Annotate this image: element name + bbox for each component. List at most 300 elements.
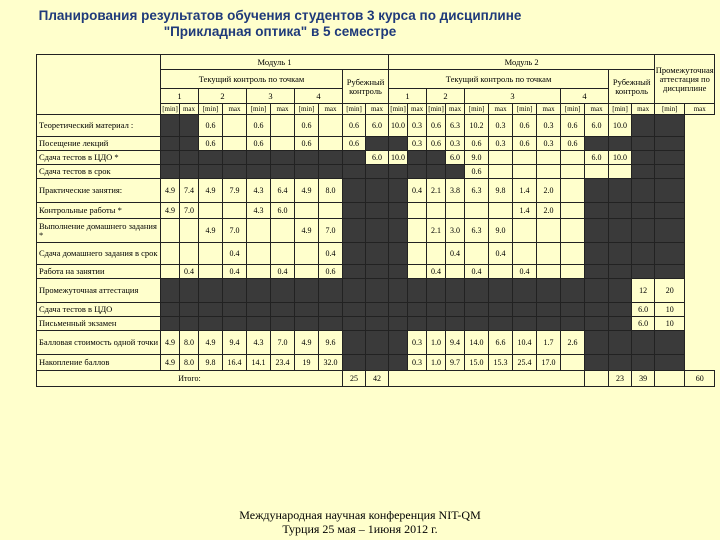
table-row (37, 355, 715, 371)
score-cell (199, 279, 223, 303)
score-cell (389, 179, 408, 203)
score-cell: 9.0 (465, 151, 489, 165)
score-cell: 7.9 (223, 179, 247, 203)
score-cell: 4.9 (295, 331, 319, 355)
table-row (37, 137, 715, 151)
score-cell (180, 317, 199, 331)
score-cell (389, 137, 408, 151)
m1-current-control-header: Текущий контроль по точкам (161, 70, 343, 89)
table-row (37, 331, 715, 355)
header-corner (37, 55, 161, 115)
score-cell (271, 279, 295, 303)
score-cell: 0.4 (446, 243, 465, 265)
score-cell (271, 219, 295, 243)
score-cell (223, 303, 247, 317)
score-cell (489, 303, 513, 317)
score-cell (247, 265, 271, 279)
min-header-cell: [min] (561, 104, 585, 115)
score-cell: 10.0 (609, 115, 632, 137)
score-cell: 0.3 (408, 115, 427, 137)
m1-point-3: 3 (247, 89, 295, 104)
score-cell (537, 219, 561, 243)
score-cell (223, 317, 247, 331)
score-cell (343, 279, 366, 303)
score-cell (427, 165, 446, 179)
score-cell (632, 331, 655, 355)
score-cell (319, 279, 343, 303)
row-label: Накопление баллов (37, 355, 161, 371)
score-cell: 14.1 (247, 355, 271, 371)
score-cell (271, 151, 295, 165)
score-cell (247, 151, 271, 165)
score-cell: 4.9 (295, 179, 319, 203)
score-cell (295, 279, 319, 303)
score-cell (489, 165, 513, 179)
score-cell (343, 265, 366, 279)
score-cell (366, 243, 389, 265)
score-cell (561, 303, 585, 317)
score-cell: 9.4 (446, 331, 465, 355)
row-label: Балловая стоимость одной точки (37, 331, 161, 355)
score-cell (366, 331, 389, 355)
score-cell (389, 279, 408, 303)
score-cell (609, 137, 632, 151)
score-cell (489, 203, 513, 219)
score-cell (632, 165, 655, 179)
score-cell (180, 279, 199, 303)
score-cell: 0.6 (295, 137, 319, 151)
score-cell (655, 165, 685, 179)
score-cell: 6.4 (271, 179, 295, 203)
max-header-cell: max (446, 104, 465, 115)
score-cell: 0.6 (343, 137, 366, 151)
total-value: 42 (366, 371, 389, 387)
score-cell: 0.6 (427, 115, 446, 137)
row-label: Сдача домашнего задания в срок (37, 243, 161, 265)
score-cell: 2.0 (537, 179, 561, 203)
score-cell: 10.2 (465, 115, 489, 137)
score-cell: 0.6 (247, 115, 271, 137)
max-header-cell: max (537, 104, 561, 115)
score-cell: 6.0 (632, 317, 655, 331)
min-header-cell: [min] (199, 104, 223, 115)
row-label: Контрольные работы * (37, 203, 161, 219)
total-empty-cell (655, 371, 685, 387)
max-header-cell: max (366, 104, 389, 115)
score-cell (561, 151, 585, 165)
score-cell: 0.4 (319, 243, 343, 265)
score-cell (655, 151, 685, 165)
score-cell (408, 265, 427, 279)
score-cell (271, 243, 295, 265)
score-cell (343, 355, 366, 371)
score-cell (319, 137, 343, 151)
score-cell: 4.3 (247, 179, 271, 203)
score-cell: 4.9 (161, 179, 180, 203)
score-cell (295, 265, 319, 279)
score-cell (513, 317, 537, 331)
score-cell (561, 219, 585, 243)
score-cell (427, 279, 446, 303)
score-cell (389, 165, 408, 179)
max-header-cell: max (271, 104, 295, 115)
score-cell (389, 303, 408, 317)
score-cell (223, 115, 247, 137)
score-cell: 4.9 (199, 219, 223, 243)
score-cell (161, 137, 180, 151)
score-cell (199, 203, 223, 219)
score-cell (561, 243, 585, 265)
score-cell: 3.8 (446, 179, 465, 203)
score-cell: 0.4 (180, 265, 199, 279)
score-cell: 9.0 (489, 219, 513, 243)
score-cell (295, 243, 319, 265)
score-cell (295, 203, 319, 219)
score-cell: 2.1 (427, 179, 446, 203)
score-cell (343, 303, 366, 317)
score-cell (247, 243, 271, 265)
row-label: Промежуточная аттестация (37, 279, 161, 303)
min-header-cell: [min] (609, 104, 632, 115)
score-cell: 1.4 (513, 179, 537, 203)
score-cell: 0.3 (408, 355, 427, 371)
score-cell: 20 (655, 279, 685, 303)
title-line-2: "Прикладная оптика" в 5 семестре (163, 24, 397, 39)
score-cell: 0.4 (223, 265, 247, 279)
total-empty-cell (585, 371, 609, 387)
min-header-cell: [min] (655, 104, 685, 115)
row-label: Письменный экзамен (37, 317, 161, 331)
table-row (37, 317, 715, 331)
score-cell (609, 331, 632, 355)
score-cell (366, 265, 389, 279)
row-label: Работа на занятии (37, 265, 161, 279)
score-cell: 0.6 (561, 115, 585, 137)
score-cell (180, 115, 199, 137)
score-cell (513, 279, 537, 303)
score-cell: 0.6 (465, 137, 489, 151)
score-cell (295, 317, 319, 331)
score-cell (295, 165, 319, 179)
score-cell (655, 243, 685, 265)
score-cell (247, 303, 271, 317)
score-cell (537, 317, 561, 331)
score-cell (465, 243, 489, 265)
score-cell: 10 (655, 317, 685, 331)
footer-line-2: Турция 25 мая – 1июня 2012 г. (282, 522, 438, 536)
m2-point-4: 4 (561, 89, 609, 104)
score-cell: 14.0 (465, 331, 489, 355)
score-cell (537, 265, 561, 279)
score-cell: 7.4 (180, 179, 199, 203)
score-cell (632, 115, 655, 137)
score-cell (561, 355, 585, 371)
score-cell: 9.6 (319, 331, 343, 355)
score-cell (180, 151, 199, 165)
score-cell (489, 151, 513, 165)
score-cell: 19 (295, 355, 319, 371)
slide-title (0, 8, 560, 40)
score-cell (271, 317, 295, 331)
score-cell (585, 303, 609, 317)
score-cell: 2.0 (537, 203, 561, 219)
score-cell (465, 279, 489, 303)
row-label: Посещение лекций (37, 137, 161, 151)
score-cell (319, 203, 343, 219)
score-cell (655, 219, 685, 243)
m2-milestone-control-header: Рубежный контроль (609, 70, 655, 104)
score-cell (161, 317, 180, 331)
score-cell: 0.3 (408, 331, 427, 355)
score-cell (247, 219, 271, 243)
score-cell (585, 137, 609, 151)
min-header-cell: [min] (343, 104, 366, 115)
total-value: 39 (632, 371, 655, 387)
score-cell (366, 303, 389, 317)
score-cell: 10.0 (389, 115, 408, 137)
score-cell: 10.0 (609, 151, 632, 165)
score-cell (199, 317, 223, 331)
score-cell (223, 165, 247, 179)
score-cell: 7.0 (180, 203, 199, 219)
score-cell (489, 265, 513, 279)
table-row (37, 303, 715, 317)
table-row (37, 243, 715, 265)
score-cell (609, 279, 632, 303)
score-cell (632, 355, 655, 371)
m2-current-control-header: Текущий контроль по точкам (389, 70, 609, 89)
score-cell (585, 355, 609, 371)
score-cell (609, 265, 632, 279)
score-cell (389, 219, 408, 243)
score-cell: 4.9 (199, 331, 223, 355)
score-cell (319, 165, 343, 179)
score-cell: 0.4 (271, 265, 295, 279)
score-cell (585, 279, 609, 303)
score-cell: 6.3 (465, 179, 489, 203)
score-cell: 7.0 (319, 219, 343, 243)
title-line-1: Планирования результатов обучения студентов 3 курса по дисциплине (38, 8, 522, 23)
score-cell: 6.6 (489, 331, 513, 355)
score-cell (223, 137, 247, 151)
score-cell: 2.1 (427, 219, 446, 243)
score-cell (655, 115, 685, 137)
score-cell: 4.9 (161, 355, 180, 371)
score-cell (609, 355, 632, 371)
table-row (37, 165, 715, 179)
score-cell (489, 279, 513, 303)
row-label: Теоретический материал : (37, 115, 161, 137)
score-cell (655, 179, 685, 203)
score-cell (427, 203, 446, 219)
score-cell: 0.6 (465, 165, 489, 179)
score-cell (561, 279, 585, 303)
score-cell (513, 303, 537, 317)
table-row (37, 179, 715, 203)
row-label: Сдача тестов в срок (37, 165, 161, 179)
score-cell (389, 243, 408, 265)
score-cell (465, 303, 489, 317)
m1-milestone-control-header: Рубежный контроль (343, 70, 389, 104)
min-header-cell: [min] (247, 104, 271, 115)
score-cell (161, 279, 180, 303)
score-cell (408, 243, 427, 265)
score-cell: 1.7 (537, 331, 561, 355)
score-cell: 4.9 (199, 179, 223, 203)
score-cell (161, 303, 180, 317)
score-cell (446, 303, 465, 317)
score-cell (366, 165, 389, 179)
max-header-cell: max (180, 104, 199, 115)
table-row (37, 203, 715, 219)
m1-point-4: 4 (295, 89, 343, 104)
score-cell (609, 219, 632, 243)
score-cell (585, 203, 609, 219)
score-cell (513, 165, 537, 179)
score-cell (427, 243, 446, 265)
score-cell (609, 165, 632, 179)
score-cell: 16.4 (223, 355, 247, 371)
results-plan-table (36, 54, 715, 387)
score-cell (319, 317, 343, 331)
score-cell (343, 165, 366, 179)
score-cell (446, 265, 465, 279)
score-cell: 6.0 (585, 115, 609, 137)
score-cell (161, 265, 180, 279)
score-cell: 3.0 (446, 219, 465, 243)
score-cell: 17.0 (537, 355, 561, 371)
min-header-cell: [min] (465, 104, 489, 115)
score-cell (343, 151, 366, 165)
score-cell (180, 137, 199, 151)
score-cell: 0.3 (537, 115, 561, 137)
score-cell (408, 317, 427, 331)
score-cell (319, 151, 343, 165)
score-cell (489, 317, 513, 331)
score-cell (161, 115, 180, 137)
score-cell (465, 317, 489, 331)
table-row (37, 151, 715, 165)
score-cell: 0.4 (489, 243, 513, 265)
score-cell (632, 137, 655, 151)
min-header-cell: [min] (513, 104, 537, 115)
score-cell (161, 165, 180, 179)
score-cell: 9.8 (489, 179, 513, 203)
score-cell: 10.0 (389, 151, 408, 165)
score-cell: 32.0 (319, 355, 343, 371)
score-cell: 8.0 (319, 179, 343, 203)
score-cell: 6.3 (446, 115, 465, 137)
max-header-cell: max (632, 104, 655, 115)
score-cell (180, 165, 199, 179)
score-cell (271, 303, 295, 317)
score-cell (408, 219, 427, 243)
score-cell (343, 219, 366, 243)
score-cell (408, 165, 427, 179)
score-cell (295, 151, 319, 165)
score-cell (343, 243, 366, 265)
score-cell (389, 317, 408, 331)
score-cell (585, 331, 609, 355)
score-cell: 10.4 (513, 331, 537, 355)
score-cell: 6.0 (366, 115, 389, 137)
score-cell: 4.9 (161, 331, 180, 355)
score-cell (537, 165, 561, 179)
row-label: Практические занятия: (37, 179, 161, 203)
score-cell (408, 303, 427, 317)
score-cell (465, 203, 489, 219)
score-cell: 0.6 (295, 115, 319, 137)
score-cell (271, 165, 295, 179)
score-cell (161, 219, 180, 243)
score-cell: 9.4 (223, 331, 247, 355)
score-cell (655, 203, 685, 219)
score-cell (632, 219, 655, 243)
score-cell: 0.4 (427, 265, 446, 279)
score-cell: 2.6 (561, 331, 585, 355)
score-cell (585, 243, 609, 265)
score-cell (366, 317, 389, 331)
score-cell: 1.0 (427, 355, 446, 371)
score-cell (561, 179, 585, 203)
score-cell (609, 203, 632, 219)
score-cell (632, 203, 655, 219)
m2-point-3: 3 (465, 89, 561, 104)
score-cell: 0.6 (427, 137, 446, 151)
score-cell (655, 265, 685, 279)
score-cell (199, 243, 223, 265)
score-cell (343, 317, 366, 331)
score-cell (199, 165, 223, 179)
score-cell: 7.0 (223, 219, 247, 243)
score-cell (319, 303, 343, 317)
score-cell: 6.3 (465, 219, 489, 243)
row-label: Выполнение домашнего задания * (37, 219, 161, 243)
score-cell: 4.3 (247, 331, 271, 355)
score-cell (632, 151, 655, 165)
max-header-cell: max (408, 104, 427, 115)
intermediate-attestation-header: Промежуточная аттестация по дисциплине (655, 55, 715, 104)
score-cell: 1.4 (513, 203, 537, 219)
conference-footer (200, 508, 520, 536)
score-cell: 0.6 (199, 115, 223, 137)
score-cell: 6.0 (271, 203, 295, 219)
score-cell (513, 243, 537, 265)
score-cell (389, 203, 408, 219)
max-header-cell: max (223, 104, 247, 115)
score-cell: 25.4 (513, 355, 537, 371)
score-cell: 0.6 (343, 115, 366, 137)
score-cell (609, 243, 632, 265)
score-cell: 1.0 (427, 331, 446, 355)
total-label: Итого: (37, 371, 343, 387)
score-cell (537, 151, 561, 165)
table-row (37, 115, 715, 137)
total-row (37, 371, 715, 387)
row-label: Сдача тестов в ЦДО (37, 303, 161, 317)
score-cell (427, 317, 446, 331)
score-cell (655, 331, 685, 355)
score-cell: 9.8 (199, 355, 223, 371)
score-cell (632, 179, 655, 203)
score-cell (537, 279, 561, 303)
score-cell (389, 331, 408, 355)
score-cell (446, 165, 465, 179)
score-cell (223, 279, 247, 303)
score-cell (247, 279, 271, 303)
score-cell (513, 151, 537, 165)
score-cell (247, 165, 271, 179)
